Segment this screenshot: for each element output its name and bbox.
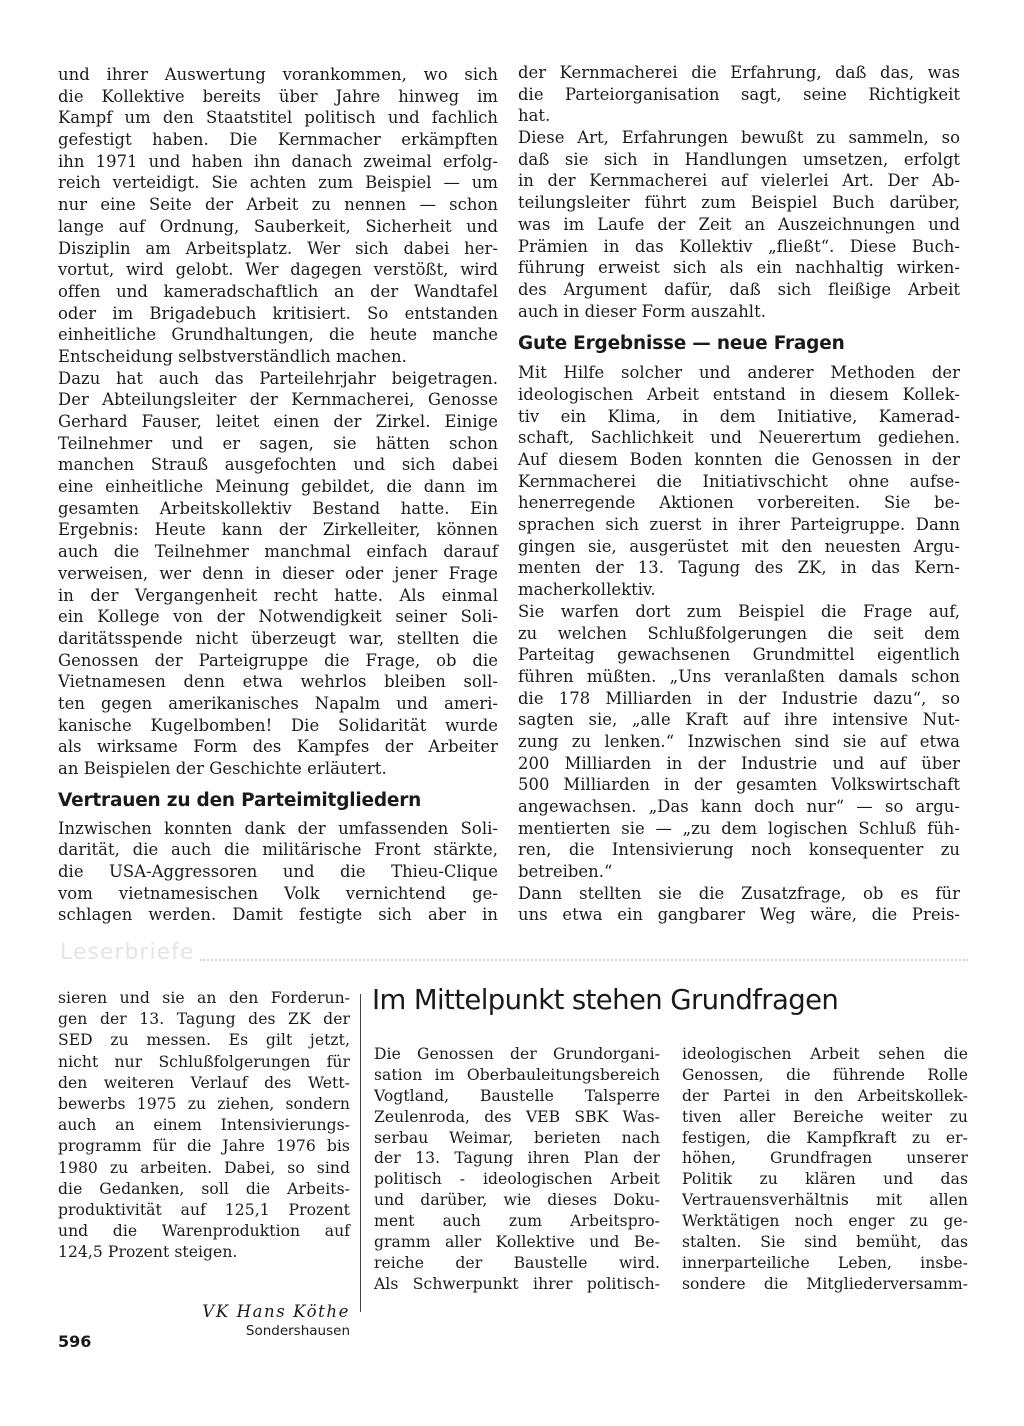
text-line: politisch - ideologischen Arbeit xyxy=(374,1170,660,1189)
paragraph-group xyxy=(58,64,498,780)
text-line: den weiteren Verlauf des Wett- xyxy=(58,1073,350,1092)
text-line: offen und kameradschaftlich an der Wandtafel xyxy=(58,281,498,301)
text-line: Als Schwerpunkt ihrer politisch- xyxy=(374,1274,660,1293)
article-column-left xyxy=(58,64,498,926)
text-line: sation im Oberbauleitungsbereich xyxy=(374,1065,660,1084)
page-number: 596 xyxy=(58,1332,92,1351)
paragraph-group xyxy=(58,818,498,926)
column-divider xyxy=(360,994,361,1312)
article-column-right xyxy=(518,62,960,926)
story-column-2 xyxy=(682,1044,968,1295)
text-line: und die Warenproduktion auf xyxy=(58,1222,350,1241)
text-line: hat. xyxy=(518,106,551,126)
text-line: mentierten sie — „zu dem logischen Schluß füh- xyxy=(518,818,960,838)
text-line: tiv ein Klima, in dem Initiative, Kamerad- xyxy=(518,406,960,426)
text-line: innerparteiliche Leben, insbe- xyxy=(682,1253,968,1272)
text-line: der 13. Tagung ihren Plan der xyxy=(374,1149,660,1168)
text-line: Mit Hilfe solcher und anderer Methoden der xyxy=(518,363,960,383)
text-line: eine einheitliche Meinung gebildet, die dann im xyxy=(58,477,498,497)
text-line: Inzwischen konnten dank der umfassenden Soli- xyxy=(58,818,498,838)
text-line: Dazu hat auch das Parteilehrjahr beigetragen. xyxy=(58,368,498,388)
text-line: henerregende Aktionen vorbereiten. Sie be- xyxy=(518,493,960,513)
text-line: angewachsen. „Das kann doch nur“ — so argu- xyxy=(518,797,960,816)
text-line: serbau Weimar, berieten nach xyxy=(374,1128,660,1147)
text-line: Teilnehmer und er sagen, sie hätten schon xyxy=(58,433,498,453)
text-line: die Kollektive bereits über Jahre hinweg im xyxy=(58,86,498,106)
text-line: des Argument dafür, daß sich fleißige Arbeit xyxy=(518,279,960,299)
text-line: 200 Milliarden in der Industrie und auf über xyxy=(518,753,960,773)
text-line: als wirksame Form des Kampfes der Arbeiter xyxy=(58,737,498,757)
text-line: Dann stellten sie die Zusatzfrage, ob es für xyxy=(518,883,960,903)
text-line: verweisen, wer denn in dieser oder jener Frage xyxy=(58,563,498,583)
text-line: der Partei in den Arbeitskollek- xyxy=(682,1086,968,1105)
text-line: 500 Milliarden in der gesamten Volkswirtschaft xyxy=(518,775,960,795)
text-line: sprachen sich zuerst in ihrer Parteigruppe. Dann xyxy=(518,515,960,535)
text-line: führung erweist sich als ein nachhaltig wirken- xyxy=(518,258,960,278)
text-line: schlagen werden. Damit festigte sich aber in xyxy=(58,905,498,925)
text-line: ment auch zum Arbeitspro- xyxy=(374,1212,660,1231)
text-line: höhen, Grundfragen unserer xyxy=(682,1149,968,1168)
text-line: reiche der Baustelle wird. xyxy=(374,1253,660,1272)
text-line: die 178 Milliarden in der Industrie dazu“, so xyxy=(518,688,960,708)
text-line: Zeulenroda, des VEB SBK Was- xyxy=(374,1107,660,1126)
paragraph-group xyxy=(58,988,350,1263)
text-line: Der Abteilungsleiter der Kernmacherei, Genosse xyxy=(58,390,498,410)
text-line: Genossen, die führende Rolle xyxy=(682,1065,968,1084)
text-line: macherkollektiv. xyxy=(518,580,656,600)
text-line: gesamten Arbeitskollektiv Bestand hatte. Ein xyxy=(58,498,498,518)
text-line: der Kernmacherei die Erfahrung, daß das, was xyxy=(518,63,960,82)
section-heading-vertrauen: Vertrauen zu den Parteimitgliedern xyxy=(58,789,422,811)
text-line: Die Genossen der Grundorgani- xyxy=(374,1045,660,1063)
text-line: sagten sie, „alle Kraft auf ihre intensive Nut- xyxy=(518,710,960,730)
text-line: menten der 13. Tagung des ZK, in das Kern- xyxy=(518,558,960,578)
text-line: nur eine Seite der Arbeit zu nennen — schon xyxy=(58,195,498,215)
text-line: lange auf Ordnung, Sauberkeit, Sicherheit und xyxy=(58,216,498,236)
text-line: die Parteiorganisation sagt, seine Richtigkeit xyxy=(518,84,960,104)
text-line: die Gedanken, soll die Arbeits- xyxy=(58,1179,350,1198)
paragraph-group xyxy=(682,1044,968,1295)
text-line: und ihrer Auswertung vorankommen, wo sich xyxy=(58,65,498,84)
text-line: Sie warfen dort zum Beispiel die Frage auf, xyxy=(518,601,960,621)
story-headline: Im Mittelpunkt stehen Grundfragen xyxy=(372,984,839,1016)
text-line: kanische Kugelbomben! Die Solidarität wurde xyxy=(58,715,498,735)
text-line: uns etwa ein gangbarer Weg wäre, die Preis- xyxy=(518,905,960,925)
text-line: bewerbs 1975 zu ziehen, sondern xyxy=(58,1094,350,1113)
text-line: Kampf um den Staatstitel politisch und fachlich xyxy=(58,108,498,128)
text-line: Vogtland, Baustelle Talsperre xyxy=(374,1086,660,1105)
text-line: stalten. Sie sind bemüht, das xyxy=(682,1233,968,1252)
text-line: Kernmacherei die Initiativschicht ohne aufse- xyxy=(518,471,960,491)
text-line: sondere die Mitgliederversamm- xyxy=(682,1274,968,1293)
text-line: Werktätigen noch enger zu ge- xyxy=(682,1212,968,1231)
text-line: gefestigt haben. Die Kernmacher erkämpften xyxy=(58,130,498,150)
section-label-leserbriefe: Leserbriefe xyxy=(60,940,195,965)
section-divider xyxy=(200,959,968,961)
text-line: in der Vergangenheit recht hatte. Als einmal xyxy=(58,585,498,605)
paragraph-group xyxy=(374,1044,660,1295)
text-line: ten gegen amerikanisches Napalm und ameri- xyxy=(58,693,498,713)
text-line: teilungsleiter führt zum Beispiel Buch darüber, xyxy=(518,193,960,213)
text-line: einheitliche Grundhaltungen, die heute manche xyxy=(58,325,498,345)
text-line: ihn 1971 und haben ihn danach zweimal erfolg- xyxy=(58,151,498,171)
paragraph-group xyxy=(518,362,960,926)
text-line: daritätsspende nicht überzeugt war, stellten die xyxy=(58,628,498,648)
text-line: die USA-Aggressoren und die Thieu-Clique xyxy=(58,862,498,882)
text-line: Vertrauensverhältnis mit allen xyxy=(682,1191,968,1210)
text-line: gingen sie, ausgerüstet mit den neuesten Argu- xyxy=(518,536,960,556)
text-line: SED zu messen. Es gilt jetzt, xyxy=(58,1031,350,1050)
letter-location: Sondershausen xyxy=(245,1323,350,1339)
text-line: 1980 zu arbeiten. Dabei, so sind xyxy=(58,1158,350,1177)
text-line: Entscheidung selbstverständlich machen. xyxy=(58,346,407,366)
text-line: Disziplin am Arbeitsplatz. Wer sich dabei her- xyxy=(58,238,498,258)
paragraph-group xyxy=(518,62,960,322)
text-line: sieren und sie an den Forderun- xyxy=(58,989,350,1007)
text-line: daß sie sich in Handlungen umsetzen, erfolgt xyxy=(518,149,960,169)
text-line: nicht nur Schlußfolgerungen für xyxy=(58,1052,350,1071)
text-line: ideologischen Arbeit sehen die xyxy=(682,1045,968,1063)
text-line: ren, die Intensivierung noch konsequenter zu xyxy=(518,840,960,860)
text-line: auch an einem Intensivierungs- xyxy=(58,1116,350,1135)
text-line: auch in dieser Form auszahlt. xyxy=(518,301,766,321)
story-column-1 xyxy=(374,1044,660,1295)
text-line: Genossen der Parteigruppe die Frage, ob die xyxy=(58,650,498,670)
text-line: an Beispielen der Geschichte erläutert. xyxy=(58,759,387,778)
letter-signature: VK Hans Köthe xyxy=(202,1302,350,1321)
text-line: betreiben.“ xyxy=(518,862,613,882)
text-line: darität, die auch die militärische Front stärkte, xyxy=(58,840,498,860)
text-line: Auf diesem Boden konnten die Genossen in der xyxy=(518,450,960,469)
text-line: gen der 13. Tagung des ZK der xyxy=(58,1010,350,1029)
text-line: führen müßten. „Uns veranlaßten damals schon xyxy=(518,666,960,686)
text-line: Diese Art, Erfahrungen bewußt zu sammeln, so xyxy=(518,128,960,148)
text-line: auch die Teilnehmer manchmal einfach darauf xyxy=(58,542,498,562)
text-line: reich verteidigt. Sie achten zum Beispiel — um xyxy=(58,173,498,193)
text-line: zung zu lenken.“ Inzwischen sind sie auf etwa xyxy=(518,731,960,751)
text-line: vortut, wird gelobt. Wer dagegen verstößt, wird xyxy=(58,260,498,280)
text-line: zu welchen Schlußfolgerungen die seit dem xyxy=(518,623,960,643)
text-line: in der Kernmacherei auf vielerlei Art. Der Ab- xyxy=(518,171,960,191)
text-line: vom vietnamesischen Volk vernichtend ge- xyxy=(58,883,498,903)
text-line: Prämien in das Kollektiv „fließt“. Diese Buch- xyxy=(518,236,960,256)
text-line: Parteitag gewachsenen Grundmittel eigentlich xyxy=(518,645,960,665)
text-line: Politik zu klären und das xyxy=(682,1170,968,1189)
text-line: schaft, Sachlichkeit und Neuerertum gediehen. xyxy=(518,428,960,448)
text-line: gramm aller Kollektive und Be- xyxy=(374,1233,660,1252)
section-heading-gute-ergebnisse: Gute Ergebnisse — neue Fragen xyxy=(518,333,845,355)
text-line: ideologischen Arbeit entstand in diesem Kollek- xyxy=(518,384,960,404)
text-line: tiven aller Bereiche weiter zu xyxy=(682,1107,968,1126)
text-line: was im Laufe der Zeit an Auszeichnungen und xyxy=(518,214,960,234)
text-line: festigen, die Kampfkraft zu er- xyxy=(682,1128,968,1147)
text-line: manchen Strauß ausgefochten und sich dabei xyxy=(58,455,498,475)
text-line: oder im Brigadebuch kritisiert. So entstanden xyxy=(58,303,498,323)
text-line: Vietnamesen denn etwa wehrlos bleiben soll- xyxy=(58,672,498,692)
text-line: Ergebnis: Heute kann der Zirkelleiter, können xyxy=(58,520,498,540)
text-line: produktivität auf 125,1 Prozent xyxy=(58,1200,350,1219)
text-line: Gerhard Fauser, leitet einen der Zirkel. Einige xyxy=(58,412,498,431)
text-line: programm für die Jahre 1976 bis xyxy=(58,1137,350,1156)
text-line: und darüber, wie dieses Doku- xyxy=(374,1191,660,1210)
letter-column xyxy=(58,988,350,1263)
text-line: 124,5 Prozent steigen. xyxy=(58,1243,238,1262)
text-line: ein Kollege von der Notwendigkeit seiner Soli- xyxy=(58,607,498,627)
